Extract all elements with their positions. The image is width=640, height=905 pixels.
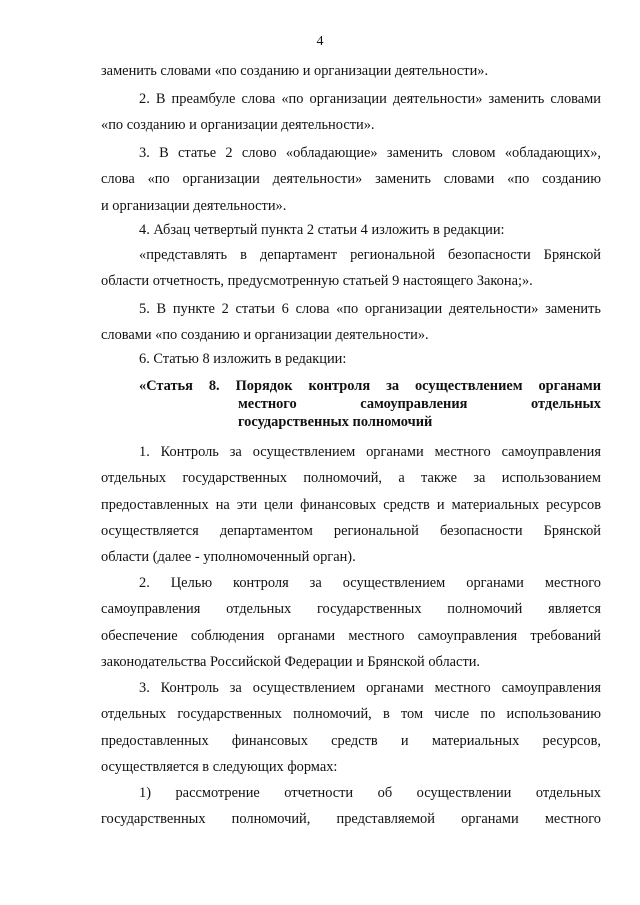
heading-word: отдельных [531,396,601,412]
article-heading [139,377,601,431]
heading-line: государственных полномочий [238,414,433,430]
text-line: слова «по организации деятельности» заменить словами «по созданию [101,171,601,188]
text-line: обеспечение соблюдения органами местного самоуправления требований [101,627,601,644]
heading-line [238,395,601,413]
page-number: 4 [316,34,324,49]
paragraph-item-6 [101,346,601,372]
text-line: и организации деятельности». [101,197,287,214]
text-line: отдельных государственных полномочий, а также за использованием [101,470,601,487]
text-line: области (далее - уполномоченный орган). [101,549,356,566]
paragraph-item-5 [101,296,601,349]
text-line: 5. В пункте 2 статьи 6 слова «по организации деятельности» заменить [139,301,601,317]
text-line: «представлять в департамент региональной безопасности Брянской [139,247,601,263]
heading-word: за [386,378,400,394]
article-paragraph-2 [101,570,601,675]
article-subitem-1 [101,780,601,833]
paragraph-continuation [101,58,601,84]
paragraph-item-3 [101,140,601,219]
text-line: 3. В статье 2 слово «обладающие» заменить словом «обладающих», [139,145,601,161]
text-line: осуществляется департаментом региональной безопасности Брянской [101,522,601,539]
text-line: 2. Целью контроля за осуществлением органами местного [139,575,601,591]
text-line: 1) рассмотрение отчетности об осуществлении отдельных [139,785,601,801]
article-paragraph-3 [101,675,601,780]
heading-word: органами [538,378,601,394]
text-line: законодательства Российской Федерации и Брянской области. [101,653,481,670]
text-line: отдельных государственных полномочий, в том числе по использованию [101,706,601,723]
heading-line [139,377,601,395]
text-line: 2. В преамбуле слова «по организации деятельности» заменить словами [139,91,601,107]
heading-word: 8. [208,378,220,394]
text-line: осуществляется в следующих формах: [101,758,338,775]
text-line: словами «по созданию и организации деятельности». [101,327,429,344]
text-line: заменить словами «по созданию и организации деятельности». [101,63,489,79]
paragraph-item-2 [101,86,601,139]
text-line: 4. Абзац четвертый пункта 2 статьи 4 изложить в редакции: [139,222,505,238]
text-line: 6. Статью 8 изложить в редакции: [139,351,347,367]
text-line: предоставленных финансовых средств и материальных ресурсов, [101,732,601,749]
paragraph-item-4 [101,217,601,243]
heading-continuation [139,395,601,431]
text-line: предоставленных на эти цели финансовых средств и материальных ресурсов [101,496,601,513]
text-line: государственных полномочий, представляемой органами местного [101,811,601,828]
article-paragraph-1 [101,439,601,570]
heading-word: Порядок [235,378,293,394]
paragraph-quoted-text [101,242,601,295]
text-line: 1. Контроль за осуществлением органами местного самоуправления [139,444,601,460]
heading-word: осуществлением [414,378,523,394]
heading-word: «Статья [139,378,193,394]
heading-word: контроля [308,378,371,394]
text-line: 3. Контроль за осуществлением органами местного самоуправления [139,680,601,696]
heading-word: самоуправления [360,396,468,412]
text-line: области отчетность, предусмотренную статьей 9 настоящего Закона;». [101,273,533,290]
text-line: «по созданию и организации деятельности». [101,117,375,134]
heading-word: местного [238,396,297,412]
text-line: самоуправления отдельных государственных полномочий является [101,601,601,618]
